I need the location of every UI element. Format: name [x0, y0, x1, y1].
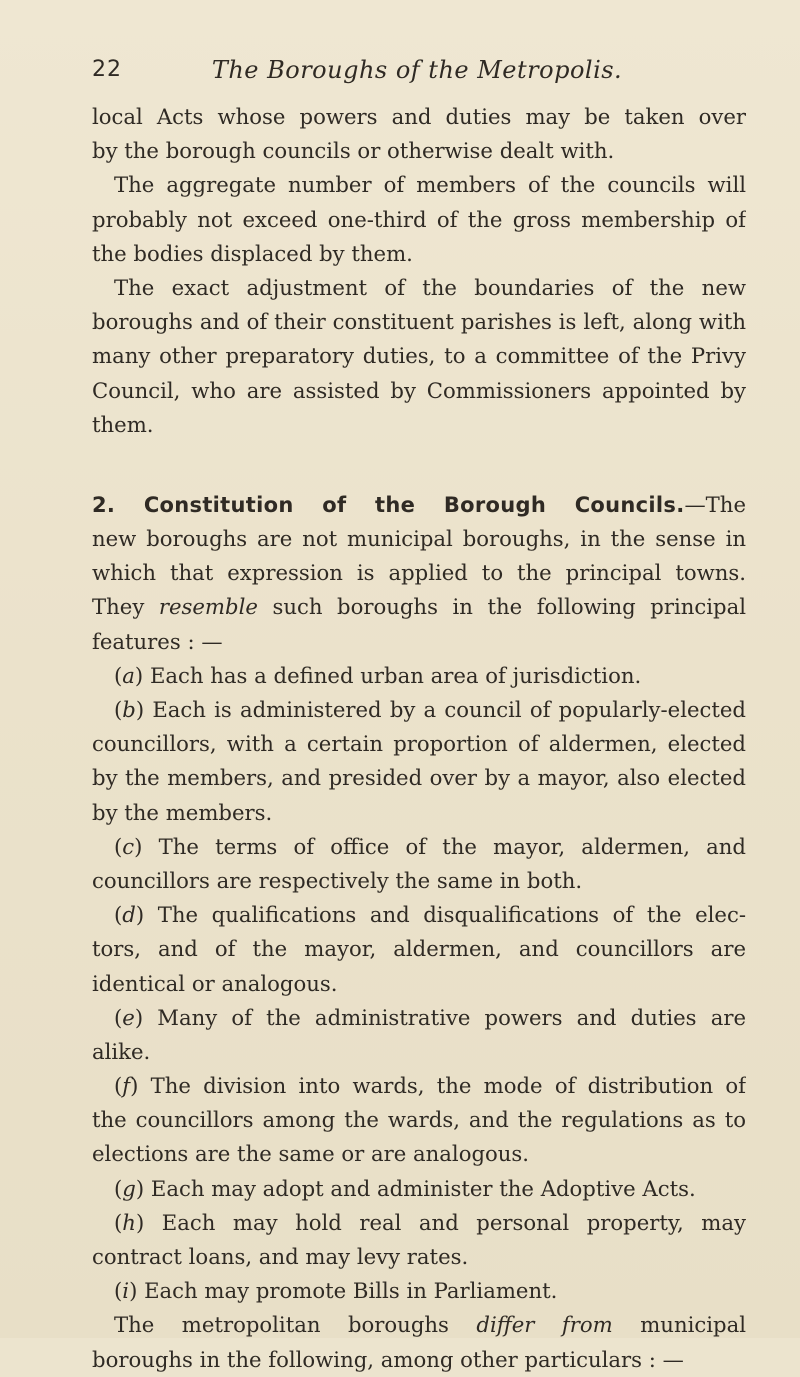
list-item-c: (c) The terms of office of the mayor, aldermen, and — [114, 833, 746, 859]
text-line: identical or analogous. — [92, 970, 338, 996]
emphasis-differ-from: differ from — [476, 1312, 613, 1338]
text-line: The metropolitan boroughs differ from municipal — [114, 1312, 746, 1338]
item-marker: d — [122, 902, 136, 928]
list-item-h: (h) Each may hold real and personal property, may — [114, 1209, 746, 1235]
list-item-g: (g) Each may adopt and administer the Adoptive Acts. — [114, 1175, 696, 1201]
running-title: The Boroughs of the Metropolis. — [211, 56, 623, 84]
paragraph-gap — [92, 442, 746, 488]
text-line: The exact adjustment of the boundaries of the new — [114, 274, 746, 300]
item-marker: b — [122, 697, 136, 722]
list-item-b: (b) Each is administered by a council of popularly-elected — [114, 697, 746, 722]
text-line: the councillors among the wards, and the regulations as to — [92, 1107, 746, 1133]
item-marker: i — [122, 1278, 130, 1304]
section-heading: 2. Constitution of the Borough Councils. — [92, 492, 685, 517]
body-text — [92, 100, 746, 1377]
text-line: councillors, with a certain proportion of aldermen, elected — [92, 731, 746, 757]
item-marker: h — [122, 1209, 136, 1235]
section-heading-dash: —The — [684, 491, 746, 517]
text-line: alike. — [92, 1038, 151, 1064]
text-line: boroughs in the following, among other particulars : — — [92, 1346, 684, 1372]
item-marker: a — [122, 662, 135, 688]
text-line: which that expression is applied to the principal towns. — [92, 560, 746, 586]
running-head — [92, 52, 742, 88]
item-marker: e — [122, 1004, 135, 1030]
text-line: by the members. — [92, 799, 273, 825]
list-item-i: (i) Each may promote Bills in Parliament. — [114, 1278, 558, 1304]
list-item-f: (f) The division into wards, the mode of distribution of — [114, 1073, 746, 1099]
text-line: The aggregate number of members of the councils will — [114, 172, 746, 198]
text-line: contract loans, and may levy rates. — [92, 1244, 469, 1269]
page-number: 22 — [92, 57, 122, 82]
section-heading-line — [92, 488, 746, 522]
item-marker: g — [122, 1175, 136, 1201]
text-line: the bodies displaced by them. — [92, 240, 413, 266]
text-line: tors, and of the mayor, aldermen, and councillors are — [92, 936, 746, 962]
text-line: They resemble such boroughs in the following principal — [92, 594, 746, 620]
text-line: features : — — [92, 628, 223, 654]
text-line: many other preparatory duties, to a committee of the Privy — [92, 343, 746, 369]
list-item-e: (e) Many of the administrative powers and duties are — [114, 1004, 746, 1030]
text-line: local Acts whose powers and duties may be taken over — [92, 104, 746, 129]
text-line: elections are the same or are analogous. — [92, 1141, 530, 1167]
text-line: boroughs and of their constituent parishes is left, along with — [92, 309, 746, 335]
text-line: Council, who are assisted by Commissioners appointed by — [92, 377, 746, 403]
text-line: them. — [92, 411, 154, 437]
item-marker: c — [122, 833, 135, 859]
text-line: councillors are respectively the same in both. — [92, 867, 583, 893]
item-marker: f — [122, 1073, 131, 1099]
emphasis-resemble: resemble — [158, 594, 258, 620]
list-item-d: (d) The qualifications and disqualifications of the elec- — [114, 902, 746, 928]
text-line: probably not exceed one-third of the gross membership of — [92, 206, 746, 232]
text-line: by the members, and presided over by a mayor, also elected — [92, 765, 746, 791]
text-line: by the borough councils or otherwise dealt with. — [92, 138, 615, 164]
list-item-a: (a) Each has a defined urban area of jurisdiction. — [114, 662, 642, 688]
text-line: new boroughs are not municipal boroughs, in the sense in — [92, 526, 746, 552]
